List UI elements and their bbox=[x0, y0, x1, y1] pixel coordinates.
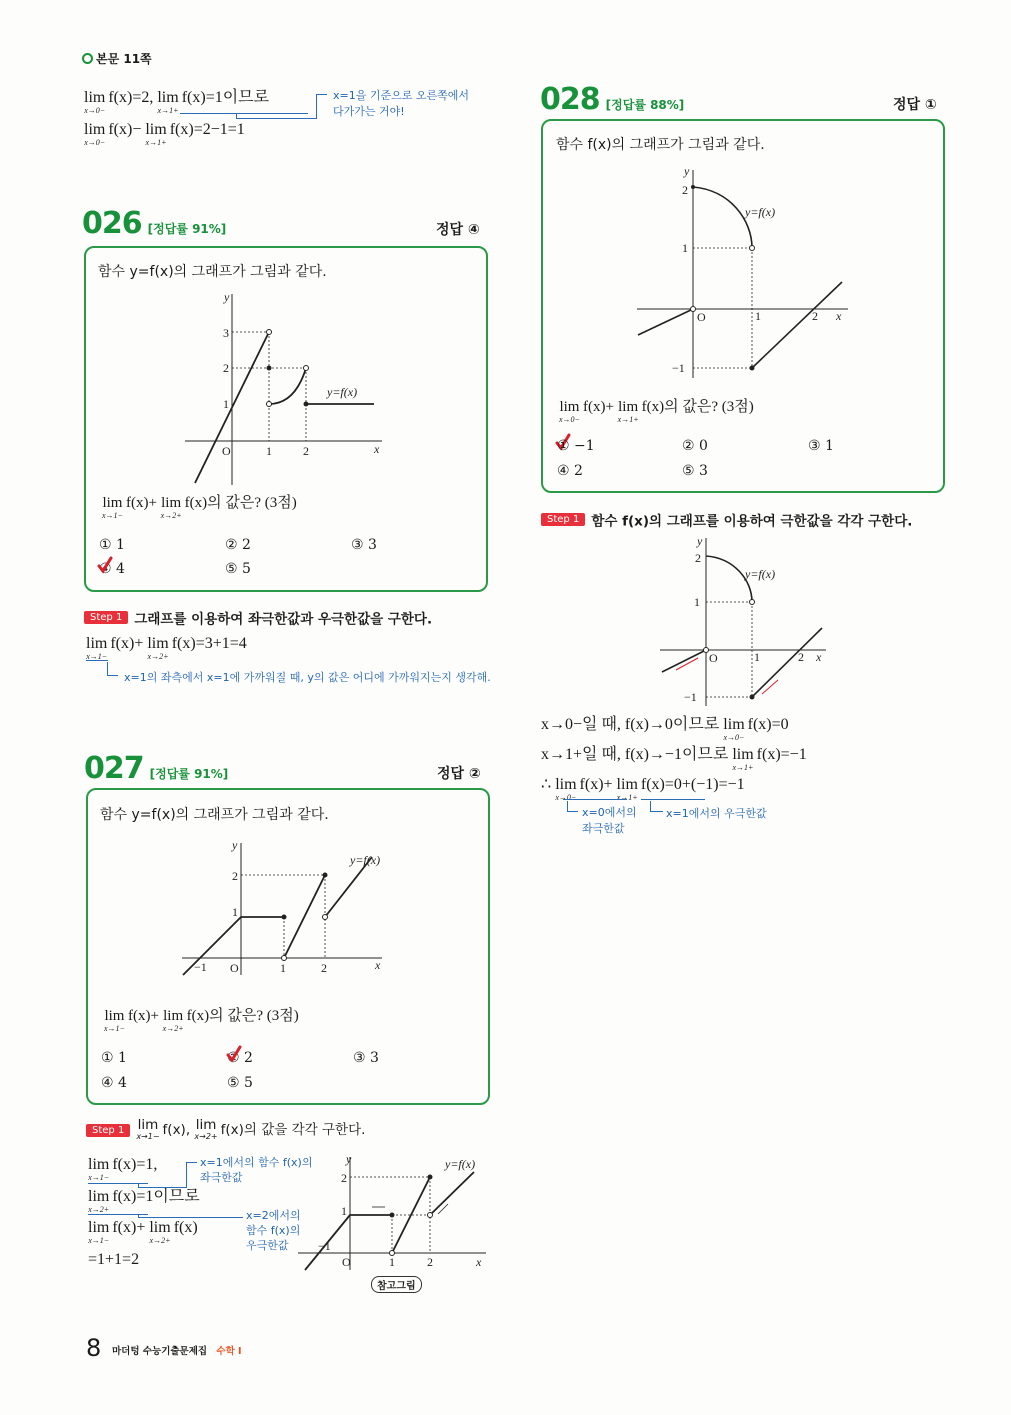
lim-text: lim bbox=[84, 121, 106, 138]
function-label: y=f(x) bbox=[350, 853, 381, 867]
tick-label: 1 bbox=[266, 444, 272, 458]
math-text: f(x)=0 bbox=[747, 716, 789, 733]
tick-label: −1 bbox=[194, 960, 207, 974]
function-label: y=f(x) bbox=[327, 385, 358, 399]
choice-2[interactable]: ② 2 bbox=[225, 537, 251, 553]
tick-label: −1 bbox=[684, 690, 697, 704]
axis-label-x: x bbox=[836, 309, 842, 323]
function-label: y=f(x) bbox=[445, 1157, 476, 1171]
lim-subscript: x→0− bbox=[723, 733, 745, 742]
step-badge: Step 1 bbox=[84, 611, 128, 624]
math-text: f(x)=3+1=4 bbox=[171, 635, 247, 652]
lim-text: lim bbox=[157, 89, 179, 106]
tick-label: 2 bbox=[321, 961, 327, 975]
footer-book bbox=[112, 1343, 242, 1357]
lim-text: lim bbox=[102, 495, 123, 511]
lim-subscript: x→1− bbox=[88, 1173, 110, 1182]
function-label: y=f(x) bbox=[745, 567, 776, 581]
lim-text: lim bbox=[161, 495, 182, 511]
lim-subscript: x→2+ bbox=[149, 1236, 171, 1245]
axis-label-x: x bbox=[816, 650, 822, 664]
answer-label: 정답 ① bbox=[893, 97, 937, 113]
tick-label: 2 bbox=[812, 309, 818, 323]
lim-text: lim bbox=[104, 1008, 125, 1024]
choice-3[interactable]: ③ 1 bbox=[808, 438, 834, 454]
lim-text: lim bbox=[163, 1008, 184, 1024]
tick-label: 2 bbox=[232, 869, 238, 883]
math-text: f(x)=1이므로 bbox=[112, 1188, 200, 1205]
solution-note: x=1에서의 우극한값 bbox=[666, 807, 767, 820]
lim-text: lim bbox=[195, 1116, 217, 1133]
axis-label-y: y bbox=[684, 164, 690, 178]
lim-text: lim bbox=[149, 1219, 171, 1236]
lim-subscript: x→0− bbox=[84, 106, 106, 115]
lim-subscript: x→1− bbox=[104, 1024, 125, 1033]
lim-subscript: x→1− bbox=[86, 652, 108, 661]
lim-text: lim bbox=[147, 635, 169, 652]
step-badge: Step 1 bbox=[86, 1124, 130, 1137]
note-line: x=1을 기준으로 오른쪽에서 bbox=[333, 89, 469, 102]
choice-3[interactable]: ③ 3 bbox=[353, 1050, 379, 1066]
solution-line bbox=[541, 717, 789, 742]
subject-label: 수학 I bbox=[216, 1346, 242, 1357]
tick-label: −1 bbox=[318, 1239, 331, 1253]
math-text: f(x)+ bbox=[582, 399, 618, 415]
math-text: f(x)=1, bbox=[112, 1156, 158, 1173]
lim-text: lim bbox=[145, 121, 167, 138]
step-text: 그래프를 이용하여 좌극한값과 우극한값을 구한다. bbox=[134, 611, 433, 628]
choice-2[interactable]: ② 2 bbox=[227, 1050, 253, 1066]
book-title: 마더텅 수능기출문제집 bbox=[112, 1346, 208, 1357]
answer-rate: [정답률 91%] bbox=[149, 767, 229, 781]
step-text: 함수 f(x)의 그래프를 이용하여 극한값을 각각 구한다. bbox=[591, 513, 913, 530]
tick-label: 1 bbox=[694, 595, 700, 609]
lim-text: lim bbox=[137, 1116, 159, 1133]
solution-note: x=1의 좌측에서 x=1에 가까워질 때, y의 값은 어디에 가까워지는지 생각해. bbox=[124, 671, 491, 684]
choice-1[interactable]: ① 1 bbox=[101, 1050, 127, 1066]
lim-subscript: x→2+ bbox=[162, 1024, 184, 1033]
tick-label: −1 bbox=[672, 361, 685, 375]
math-text: x→0−일 때, f(x)→0이므로 bbox=[541, 716, 724, 733]
math-text: f(x)+ bbox=[579, 776, 617, 793]
answer-rate: [정답률 91%] bbox=[147, 222, 227, 236]
arrow-icon bbox=[676, 658, 778, 694]
origin-label: O bbox=[342, 1255, 351, 1269]
math-text: f(x)의 값을 각각 구한다. bbox=[220, 1121, 366, 1138]
math-text: f(x)의 값은? (3점) bbox=[641, 399, 754, 415]
answer-label: 정답 ② bbox=[437, 766, 481, 782]
tick-label: 1 bbox=[682, 241, 688, 255]
math-text: f(x) bbox=[173, 1219, 198, 1236]
lim-subscript: x→0− bbox=[555, 793, 577, 802]
choice-3[interactable]: ③ 3 bbox=[351, 537, 377, 553]
lim-text: lim bbox=[88, 1188, 110, 1205]
tick-label: 1 bbox=[232, 905, 238, 919]
lim-text: lim bbox=[555, 776, 577, 793]
origin-label: O bbox=[222, 444, 231, 458]
tick-label: 1 bbox=[389, 1255, 395, 1269]
tick-label: 1 bbox=[280, 961, 286, 975]
question-number: 028 bbox=[540, 82, 600, 117]
note-line: 좌극한값 bbox=[200, 1171, 243, 1184]
lim-subscript: x→1+ bbox=[157, 106, 179, 115]
question-number: 026 bbox=[82, 206, 142, 241]
lim-subscript: x→2+ bbox=[160, 511, 182, 520]
connector bbox=[567, 801, 578, 812]
math-text: f(x)=2−1=1 bbox=[169, 121, 245, 138]
math-text: f(x)의 값은? (3점) bbox=[186, 1008, 299, 1024]
lim-text: lim bbox=[86, 635, 108, 652]
limit-operator bbox=[732, 747, 753, 772]
math-text: f(x)− bbox=[108, 121, 146, 138]
origin-label: O bbox=[709, 651, 718, 665]
choice-5[interactable]: ⑤ 5 bbox=[227, 1075, 253, 1091]
question-number: 027 bbox=[84, 751, 144, 786]
lim-subscript: x→2+ bbox=[147, 652, 169, 661]
origin-label: O bbox=[697, 310, 706, 324]
tick-label: 1 bbox=[223, 397, 229, 411]
limit-operator bbox=[723, 717, 744, 742]
choice-1[interactable]: ① −1 bbox=[557, 438, 595, 454]
underline bbox=[563, 799, 627, 800]
axis-label-y: y bbox=[697, 534, 703, 548]
choice-4[interactable]: ④ 4 bbox=[99, 561, 125, 577]
math-text: f(x)+ bbox=[110, 635, 148, 652]
tick-label: 1 bbox=[755, 309, 761, 323]
note-line: 함수 f(x)의 bbox=[246, 1224, 301, 1237]
underline bbox=[641, 799, 705, 800]
axis-label-y: y bbox=[232, 838, 238, 852]
answer-rate: [정답률 88%] bbox=[605, 98, 685, 112]
axis-label-y: y bbox=[224, 290, 230, 304]
math-text: f(x)+ bbox=[125, 495, 161, 511]
math-text: f(x), bbox=[162, 1121, 195, 1138]
note-line: 우극한값 bbox=[246, 1239, 289, 1252]
choice-2[interactable]: ② 0 bbox=[682, 438, 708, 454]
tick-label: 2 bbox=[223, 361, 229, 375]
lim-text: lim bbox=[616, 776, 638, 793]
lim-subscript: x→1+ bbox=[732, 763, 754, 772]
page-number: 8 bbox=[86, 1334, 102, 1362]
choice-4[interactable]: ④ 4 bbox=[101, 1075, 127, 1091]
lim-subscript: x→0− bbox=[84, 138, 106, 147]
answer-label: 정답 ④ bbox=[436, 222, 480, 238]
question-prompt: 함수 y=f(x)의 그래프가 그림과 같다. bbox=[100, 807, 329, 823]
section-ref-text: 본문 11쪽 bbox=[96, 52, 152, 66]
choice-1[interactable]: ① 1 bbox=[99, 537, 125, 553]
note-line: 다가가는 거야! bbox=[333, 105, 405, 118]
lim-text: lim bbox=[618, 399, 639, 415]
tick-label: 2 bbox=[682, 183, 688, 197]
note-line: 좌극한값 bbox=[582, 822, 625, 835]
tick-label: 1 bbox=[341, 1204, 347, 1218]
choice-5[interactable]: ⑤ 5 bbox=[225, 561, 251, 577]
tick-label: 1 bbox=[754, 650, 760, 664]
lim-subscript: x→1+ bbox=[617, 415, 639, 424]
note-line: x=2에서의 bbox=[246, 1209, 301, 1222]
solution-line bbox=[541, 747, 807, 772]
tick-label: 2 bbox=[798, 650, 804, 664]
tick-label: 2 bbox=[695, 551, 701, 565]
math-text: f(x)의 값은? (3점) bbox=[184, 495, 297, 511]
note-line: x=1에서의 함수 f(x)의 bbox=[200, 1156, 313, 1169]
lim-subscript: x→1+ bbox=[616, 793, 638, 802]
step-badge: Step 1 bbox=[541, 513, 585, 526]
lim-subscript: x→1+ bbox=[145, 138, 167, 147]
lim-subscript: x→2+ bbox=[194, 1132, 218, 1142]
lim-subscript: x→1− bbox=[88, 1236, 110, 1245]
question-prompt: 함수 f(x)의 그래프가 그림과 같다. bbox=[556, 137, 765, 153]
tick-label: 2 bbox=[303, 444, 309, 458]
function-label: y=f(x) bbox=[745, 205, 776, 219]
origin-label: O bbox=[230, 961, 239, 975]
lim-subscript: x→1− bbox=[136, 1132, 160, 1142]
question-prompt: 함수 y=f(x)의 그래프가 그림과 같다. bbox=[98, 264, 327, 280]
lim-text: lim bbox=[84, 89, 106, 106]
choice-4[interactable]: ④ 2 bbox=[557, 463, 583, 479]
lim-subscript: x→1− bbox=[102, 511, 123, 520]
lim-subscript: x→0− bbox=[559, 415, 580, 424]
math-text: f(x)=−1 bbox=[756, 746, 807, 763]
axis-label-x: x bbox=[374, 442, 380, 456]
tick-label: 2 bbox=[427, 1255, 433, 1269]
math-text: x→1+일 때, f(x)→−1이므로 bbox=[541, 746, 733, 763]
lim-text: lim bbox=[88, 1219, 110, 1236]
axis-label-x: x bbox=[476, 1255, 482, 1269]
math-text: f(x)+ bbox=[127, 1008, 163, 1024]
tick-label: 3 bbox=[223, 326, 229, 340]
math-text: f(x)=1이므로 bbox=[181, 89, 270, 106]
solution-note bbox=[582, 805, 637, 837]
tick-label: 2 bbox=[341, 1171, 347, 1185]
lim-text: lim bbox=[732, 746, 754, 763]
lim-text: lim bbox=[559, 399, 580, 415]
solution-line: =1+1=2 bbox=[88, 1251, 140, 1268]
axis-label-x: x bbox=[375, 958, 381, 972]
lim-text: lim bbox=[88, 1156, 110, 1173]
choice-5[interactable]: ⑤ 3 bbox=[682, 463, 708, 479]
math-text: f(x)+ bbox=[112, 1219, 150, 1236]
math-text: ∴ bbox=[541, 776, 556, 793]
connector bbox=[650, 801, 663, 812]
note-line: x=0에서의 bbox=[582, 806, 637, 819]
math-text: f(x)=0+(−1)=−1 bbox=[640, 776, 745, 793]
lim-text: lim bbox=[723, 716, 745, 733]
reference-caption: 참고그림 bbox=[371, 1276, 422, 1293]
math-text: f(x)=2, bbox=[108, 89, 158, 106]
axis-label-y: y bbox=[346, 1152, 352, 1166]
lim-subscript: x→2+ bbox=[88, 1205, 110, 1214]
